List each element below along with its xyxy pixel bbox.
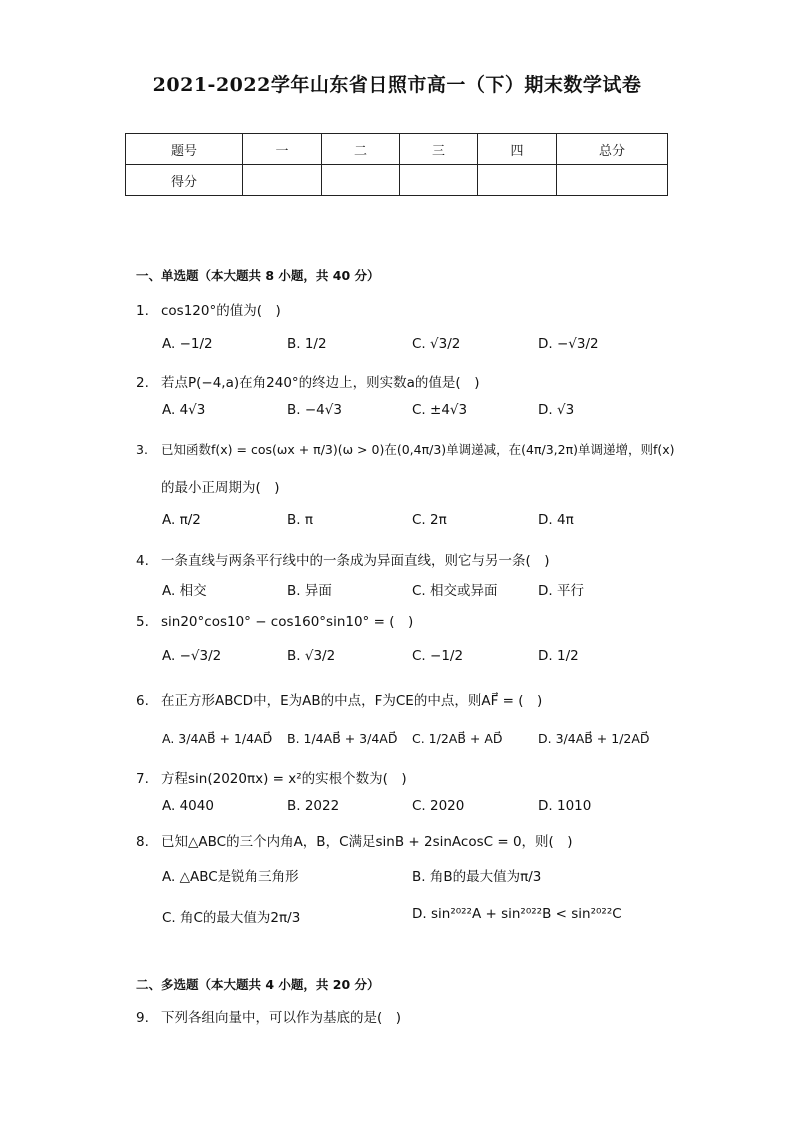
question-number: 6. — [136, 693, 149, 709]
option-c[interactable]: C. √3/2 — [412, 336, 461, 352]
question-number: 9. — [136, 1010, 149, 1026]
question-number: 3. — [136, 442, 148, 457]
score-table-header-cell: 总分 — [557, 134, 668, 165]
score-table-header-cell: 四 — [478, 134, 557, 165]
option-c[interactable]: C. 角C的最大值为2π/3 — [162, 910, 301, 926]
option-b[interactable]: B. π — [287, 512, 313, 528]
score-cell[interactable] — [478, 165, 557, 196]
question-text: 下列各组向量中，可以作为基底的是( ) — [161, 1010, 402, 1026]
option-d[interactable]: D. 4π — [538, 512, 574, 528]
score-table-header-cell: 二 — [322, 134, 400, 165]
score-cell[interactable] — [400, 165, 478, 196]
option-a[interactable]: A. −1/2 — [162, 336, 213, 352]
score-cell[interactable] — [243, 165, 322, 196]
question-number: 1. — [136, 303, 149, 319]
page-title: 2021-2022学年山东省日照市高一（下）期末数学试卷 — [152, 74, 642, 96]
option-a[interactable]: A. 4040 — [162, 798, 214, 814]
question-text: 一条直线与两条平行线中的一条成为异面直线，则它与另一条( ) — [161, 553, 550, 569]
score-table-score-row — [126, 165, 668, 196]
option-a[interactable]: A. 3/4AB⃗ + 1/4AD⃗ — [162, 731, 273, 746]
option-b[interactable]: B. 1/4AB⃗ + 3/4AD⃗ — [287, 731, 398, 746]
option-a[interactable]: A. π/2 — [162, 512, 201, 528]
score-row-label: 得分 — [126, 165, 243, 196]
score-table — [125, 133, 668, 196]
option-c[interactable]: C. −1/2 — [412, 648, 464, 664]
question-7 — [136, 767, 407, 787]
option-a[interactable]: A. 相交 — [162, 583, 207, 599]
question-3-continued: 的最小正周期为( ) — [161, 480, 280, 496]
option-c[interactable]: C. 2020 — [412, 798, 465, 814]
question-1 — [136, 299, 281, 319]
question-text: 若点P(−4,a)在角240°的终边上，则实数a的值是( ) — [161, 375, 480, 391]
option-d[interactable]: D. −√3/2 — [538, 336, 599, 352]
question-9 — [136, 1006, 401, 1026]
option-c[interactable]: C. ±4√3 — [412, 402, 468, 418]
option-b[interactable]: B. 1/2 — [287, 336, 327, 352]
score-table-header-cell: 三 — [400, 134, 478, 165]
question-text: 在正方形ABCD中，E为AB的中点，F为CE的中点，则AF⃗ = ( ) — [161, 693, 543, 709]
question-text: 方程sin(2020πx) = x²的实根个数为( ) — [161, 771, 407, 787]
score-table-header-row — [126, 134, 668, 165]
question-number: 2. — [136, 375, 149, 391]
question-number: 5. — [136, 614, 149, 630]
question-3 — [136, 440, 675, 458]
score-cell[interactable] — [557, 165, 668, 196]
question-number: 4. — [136, 553, 149, 569]
score-cell[interactable] — [322, 165, 400, 196]
question-4 — [136, 549, 550, 569]
option-b[interactable]: B. 2022 — [287, 798, 340, 814]
question-number: 8. — [136, 834, 149, 850]
question-5 — [136, 610, 413, 630]
question-6 — [136, 689, 542, 709]
question-text: 已知△ABC的三个内角A，B，C满足sinB + 2sinAcosC = 0，则( ) — [161, 834, 573, 850]
question-8 — [136, 830, 573, 850]
option-b[interactable]: B. 异面 — [287, 583, 332, 599]
option-d[interactable]: D. 1010 — [538, 798, 592, 814]
option-b[interactable]: B. 角B的最大值为π/3 — [412, 869, 542, 885]
option-b[interactable]: B. √3/2 — [287, 648, 336, 664]
option-a[interactable]: A. △ABC是锐角三角形 — [162, 869, 299, 885]
question-2 — [136, 371, 479, 391]
option-d[interactable]: D. √3 — [538, 402, 575, 418]
option-c[interactable]: C. 1/2AB⃗ + AD⃗ — [412, 731, 503, 746]
question-text: cos120°的值为( ) — [161, 303, 281, 319]
option-a[interactable]: A. 4√3 — [162, 402, 206, 418]
option-a[interactable]: A. −√3/2 — [162, 648, 222, 664]
option-d[interactable]: D. 3/4AB⃗ + 1/2AD⃗ — [538, 731, 650, 746]
section-heading: 二、多选题（本大题共 4 小题，共 20 分） — [136, 977, 380, 992]
option-d[interactable]: D. sin²⁰²²A + sin²⁰²²B < sin²⁰²²C — [412, 906, 622, 922]
question-text: sin20°cos10° − cos160°sin10° = ( ) — [161, 614, 414, 630]
question-number: 7. — [136, 771, 149, 787]
option-d[interactable]: D. 平行 — [538, 583, 584, 599]
score-table-header-cell: 题号 — [126, 134, 243, 165]
question-text: 已知函数f(x) = cos(ωx + π/3)(ω > 0)在(0,4π/3)单调递减，在(4π/3,2π)单调递增，则f(x) — [161, 442, 675, 457]
section-heading: 一、单选题（本大题共 8 小题，共 40 分） — [136, 268, 380, 283]
option-c[interactable]: C. 相交或异面 — [412, 583, 498, 599]
option-b[interactable]: B. −4√3 — [287, 402, 342, 418]
option-c[interactable]: C. 2π — [412, 512, 447, 528]
score-table-header-cell: 一 — [243, 134, 322, 165]
option-d[interactable]: D. 1/2 — [538, 648, 579, 664]
